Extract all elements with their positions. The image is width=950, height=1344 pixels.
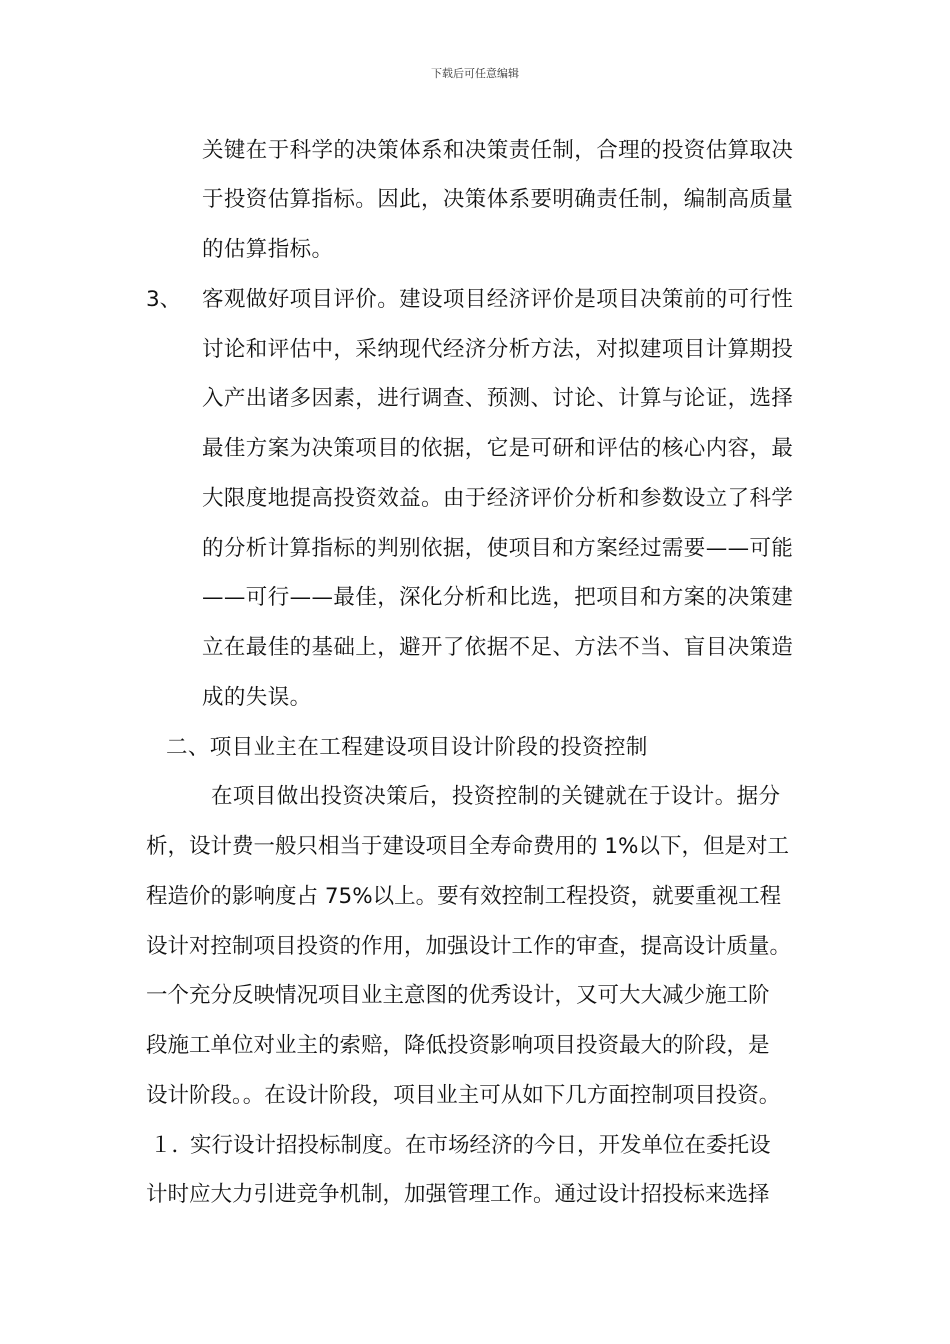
body-line: 在项目做出投资决策后，投资控制的关键就在于设计。据分: [211, 784, 781, 809]
body-line: 一个充分反映情况项目业主意图的优秀设计，又可大大减少施工阶: [146, 983, 770, 1008]
body-line: 实行设计招投标制度。在市场经济的今日，开发单位在委托设: [190, 1133, 771, 1158]
body-line: 析，设计费一般只相当于建设项目全寿命费用的 1%以下，但是对工: [146, 834, 789, 859]
body-line: 立在最佳的基础上，避开了依据不足、方法不当、盲目决策造: [202, 635, 794, 660]
body-line: 的分析计算指标的判别依据，使项目和方案经过需要——可能: [202, 536, 794, 561]
body-line: 入产出诸多因素，进行调查、预测、讨论、计算与论证，选择: [202, 386, 794, 411]
body-line: 客观做好项目评价。建设项目经济评价是项目决策前的可行性: [202, 287, 794, 312]
body-line: 段施工单位对业主的索赔，降低投资影响项目投资最大的阶段，是: [146, 1033, 770, 1058]
body-line: 讨论和评估中，采纳现代经济分析方法，对拟建项目计算期投: [202, 337, 794, 362]
list-marker: １．: [150, 1133, 194, 1158]
body-line: 最佳方案为决策项目的依据，它是可研和评估的核心内容，最: [202, 436, 794, 461]
body-line: 程造价的影响度占 75%以上。要有效控制工程投资，就要重视工程: [146, 884, 782, 909]
section-heading: 二、项目业主在工程建设项目设计阶段的投资控制: [166, 735, 648, 760]
list-marker: 3、: [146, 287, 182, 312]
body-line: 设计对控制项目投资的作用，加强设计工作的审查，提高设计质量。: [146, 934, 792, 959]
body-line: ——可行——最佳，深化分析和比选，把项目和方案的决策建: [202, 585, 794, 610]
page-header: 下载后可任意编辑: [431, 67, 519, 80]
body-line: 大限度地提高投资效益。由于经济评价分析和参数设立了科学: [202, 486, 794, 511]
body-line: 于投资估算指标。因此，决策体系要明确责任制，编制高质量: [202, 187, 794, 212]
body-line: 计时应大力引进竞争机制，加强管理工作。通过设计招投标来选择: [146, 1182, 770, 1207]
body-line: 的估算指标。: [202, 237, 334, 262]
body-line: 关键在于科学的决策体系和决策责任制，合理的投资估算取决: [202, 138, 794, 163]
body-line: 设计阶段。。在设计阶段，项目业主可从如下几方面控制项目投资。: [146, 1083, 781, 1108]
body-line: 成的失误。: [202, 685, 312, 710]
